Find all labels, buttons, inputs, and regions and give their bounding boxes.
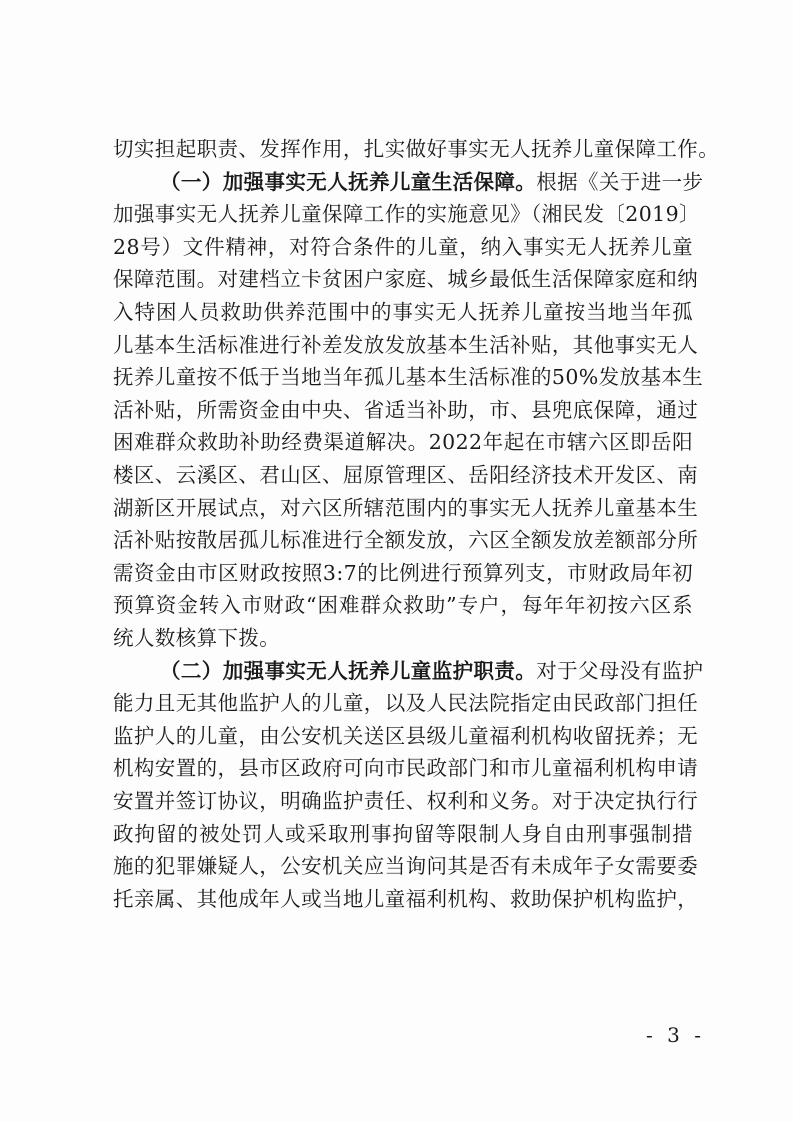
paragraph-line: 托亲属、其他成年人或当地儿童福利机构、救助保护机构监护，	[113, 886, 699, 911]
paragraph-line: 活补贴，所需资金由中央、省适当补助，市、县兜底保障，通过	[113, 397, 699, 422]
paragraph-line: 入特困人员救助供养范围中的事实无人抚养儿童按当地当年孤	[113, 300, 693, 324]
paragraph-line: 统人数核算下拨。	[113, 626, 281, 650]
paragraph-text: 根据《关于进一步	[536, 169, 704, 194]
paragraph-line	[160, 653, 704, 689]
paragraph-line: 政拘留的被处罚人或采取刑事拘留等限制人身自由刑事强制措	[113, 821, 693, 846]
paragraph-line: 监护人的儿童，由公安机关送区县级儿童福利机构收留抚养；无	[113, 723, 699, 748]
paragraph-line: 儿基本生活标准进行补差发放发放基本生活补贴，其他事实无人	[113, 332, 699, 357]
paragraph-line	[160, 164, 704, 200]
page-number: - 3 -	[646, 1023, 705, 1047]
section-heading: （二）加强事实无人抚养儿童监护职责。	[160, 658, 537, 683]
paragraph-line: 机构安置的，县市区政府可向市民政部门和市儿童福利机构申请	[113, 756, 699, 781]
paragraph-line: 施的犯罪嫌疑人，公安机关应当询问其是否有未成年子女需要委	[113, 854, 699, 879]
paragraph-line: 活补贴按散居孤儿标准进行全额发放，六区全额发放差额部分所	[113, 528, 699, 553]
paragraph-line: 楼区、云溪区、君山区、屈原管理区、岳阳经济技术开发区、南	[113, 463, 699, 487]
paragraph-line: 能力且无其他监护人的儿童，以及人民法院指定由民政部门担任	[113, 691, 699, 716]
paragraph-line: 预算资金转入市财政“困难群众救助”专户，每年年初按六区系	[113, 593, 693, 618]
paragraph-line: 抚养儿童按不低于当地当年孤儿基本生活标准的50%发放基本生	[113, 365, 704, 390]
paragraph-line: 28号）文件精神，对符合条件的儿童，纳入事实无人抚养儿童	[113, 234, 693, 259]
paragraph-line: 安置并签订协议，明确监护责任、权利和义务。对于决定执行行	[113, 789, 699, 813]
paragraph-line: 加强事实无人抚养儿童保障工作的实施意见》（湘民发〔2019〕	[113, 202, 700, 227]
paragraph-line: 困难群众救助补助经费渠道解决。2022年起在市辖六区即岳阳	[113, 430, 693, 455]
paragraph-line: 湖新区开展试点，对六区所辖范围内的事实无人抚养儿童基本生	[113, 495, 699, 520]
paragraph-text: 对于父母没有监护	[536, 658, 704, 683]
paragraph-line: 保障范围。对建档立卡贫困户家庭、城乡最低生活保障家庭和纳	[113, 267, 699, 292]
section-heading: （一）加强事实无人抚养儿童生活保障。	[160, 169, 537, 194]
paragraph-line: 需资金由市区财政按照3:7的比例进行预算列支，市财政局年初	[113, 560, 693, 585]
paragraph-line: 切实担起职责、发挥作用，扎实做好事实无人抚养儿童保障工作。	[113, 137, 720, 161]
